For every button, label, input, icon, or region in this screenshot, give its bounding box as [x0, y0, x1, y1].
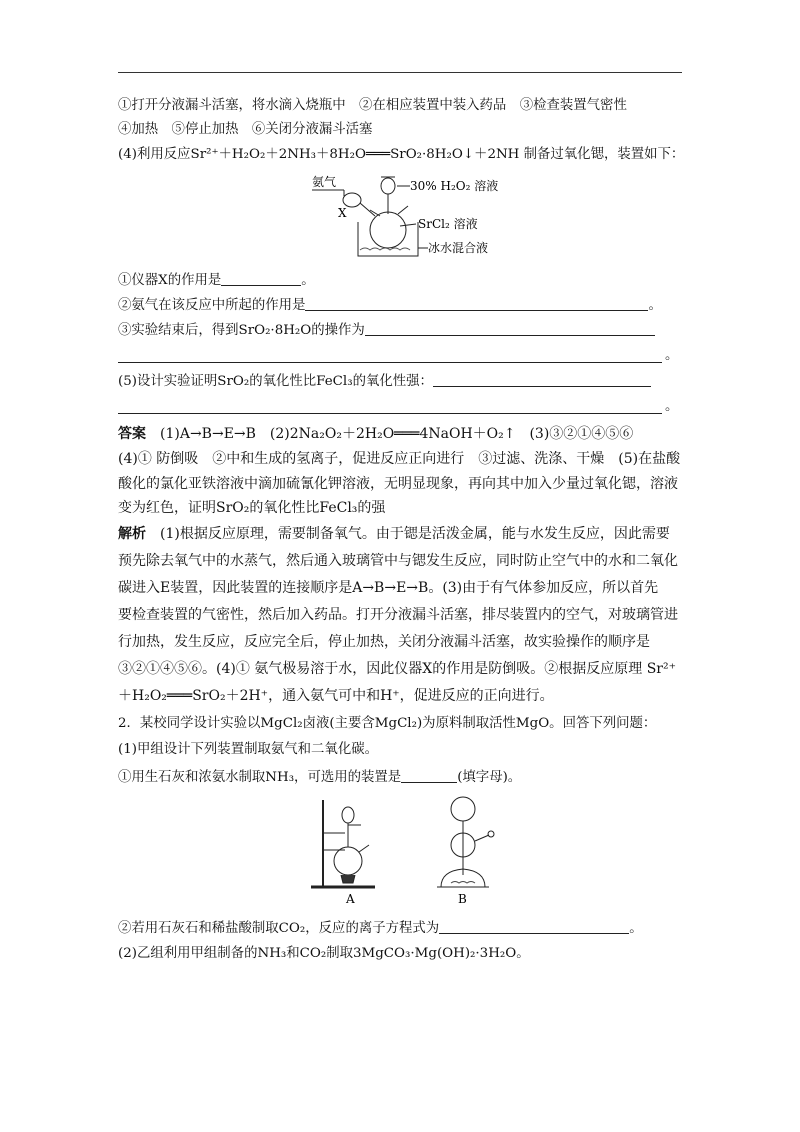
question-5-text: (5)设计实验证明SrO₂的氧化性比FeCl₃的氧化性强： — [118, 374, 433, 389]
question-2-1b — [118, 919, 643, 938]
analysis-line-1 — [118, 525, 670, 543]
answer-blank-2-1a[interactable] — [401, 768, 457, 783]
analysis-line-3: 碳进入E装置，因此装置的连接顺序是A→B→E→B。(3)由于有气体参加反应，所以首先 — [118, 580, 659, 596]
fig1-x-label: X — [338, 206, 347, 220]
question-2-intro: 2．某校同学设计实验以MgCl₂卤液(主要含MgCl₂)为原料制取活性MgO。回答下列问题： — [118, 716, 657, 731]
question-4-3 — [118, 321, 655, 340]
answer-blank-4-3-line2[interactable] — [118, 362, 662, 363]
question-5 — [118, 372, 651, 391]
question-5-end: 。 — [665, 399, 679, 414]
question-4-1-text: ①仪器X的作用是 — [118, 273, 222, 288]
question-4-3-text: ③实验结束后，得到SrO₂·8H₂O的操作为 — [118, 323, 365, 338]
question-4-2-end: 。 — [648, 298, 662, 313]
apparatus-figure-2 — [305, 795, 515, 907]
analysis-line-5: 行加热，发生反应，反应完全后，停止加热，关闭分液漏斗活塞，故实验操作的顺序是 — [118, 634, 650, 650]
answer-blank-5-line2[interactable] — [118, 413, 662, 414]
question-4-2-text: ②氨气在该反应中所起的作用是 — [118, 298, 306, 313]
question-2-1a-text: ①用生石灰和浓氨水制取NH₃，可选用的装置是 — [118, 770, 402, 785]
question-2-1b-text: ②若用石灰石和稀盐酸制取CO₂，反应的离子方程式为 — [118, 921, 440, 936]
fig1-ammonia-label: 氨气 — [312, 175, 337, 189]
fig2-label-b: B — [458, 892, 467, 906]
steps-line-1: ①打开分液漏斗活塞，将水滴入烧瓶中 ②在相应装置中装入药品 ③检查装置气密性 — [118, 98, 627, 113]
question-2-1a-end: (填字母)。 — [457, 770, 522, 785]
answer-blank-4-3[interactable] — [365, 321, 655, 336]
question-4-3-end: 。 — [665, 348, 679, 363]
answer-blank-4-1[interactable] — [221, 271, 301, 286]
answer-blank-5[interactable] — [433, 372, 651, 387]
answer-line-4: 变为红色，证明SrO₂的氧化性比FeCl₃的强 — [118, 500, 386, 516]
analysis-line-7: ＋H₂O₂═══SrO₂＋2H⁺，通入氨气可中和H⁺，促进反应的正向进行。 — [118, 688, 554, 704]
answer-line-1 — [118, 425, 633, 443]
apparatus-figure-1 — [300, 168, 520, 263]
question-4-text: (4)利用反应Sr²⁺＋H₂O₂＋2NH₃＋8H₂O═══SrO₂·8H₂O↓＋2NH 制备过氧化锶，装置如下： — [118, 147, 685, 162]
question-4-2 — [118, 296, 662, 315]
steps-line-2: ④加热 ⑤停止加热 ⑥关闭分液漏斗活塞 — [118, 122, 373, 137]
analysis-text-1: (1)根据反应原理，需要制备氧气。由于锶是活泼金属，能与水发生反应，因此需要 — [160, 526, 670, 542]
analysis-line-6: ③②①④⑤⑥。(4)① 氨气极易溶于水，因此仪器X的作用是防倒吸。②根据反应原理 Sr²⁺ — [118, 661, 676, 677]
analysis-line-4: 要检查装置的气密性，然后加入药品。打开分液漏斗活塞，排尽装置内的空气，对玻璃管进 — [118, 607, 678, 623]
answer-line-3: 酸化的氯化亚铁溶液中滴加硫氰化钾溶液，无明显现象，再向其中加入少量过氧化锶，溶液 — [118, 476, 678, 492]
answer-text-1: (1)A→B→E→B (2)2Na₂O₂＋2H₂O═══4NaOH＋O₂↑ (3)③②①④⑤⑥ — [160, 426, 634, 442]
fig1-icewater-label: 冰水混合液 — [428, 241, 489, 255]
analysis-line-2: 预先除去氧气中的水蒸气，然后通入玻璃管中与锶发生反应，同时防止空气中的水和二氧化 — [118, 553, 678, 569]
fig2-label-a: A — [346, 892, 355, 906]
fig1-h2o2-label: 30% H₂O₂ 溶液 — [410, 179, 499, 193]
answer-blank-4-2[interactable] — [305, 296, 648, 311]
question-4-1 — [118, 271, 315, 290]
question-2-1: (1)甲组设计下列装置制取氨气和二氧化碳。 — [118, 742, 378, 757]
analysis-label: 解析 — [118, 526, 146, 542]
answer-label: 答案 — [118, 426, 146, 442]
question-2-1b-end: 。 — [629, 921, 643, 936]
question-2-1a — [118, 768, 521, 787]
question-2-2: (2)乙组利用甲组制备的NH₃和CO₂制取3MgCO₃·Mg(OH)₂·3H₂O。 — [118, 946, 530, 961]
answer-blank-2-1b[interactable] — [439, 919, 629, 934]
answer-line-2: (4)① 防倒吸 ②中和生成的氢离子，促进反应正向进行 ③过滤、洗涤、干燥 (5)在盐酸 — [118, 451, 681, 467]
fig1-srcl2-label: SrCl₂ 溶液 — [418, 217, 478, 231]
question-4-1-end: 。 — [301, 273, 315, 288]
header-rule — [118, 72, 682, 73]
